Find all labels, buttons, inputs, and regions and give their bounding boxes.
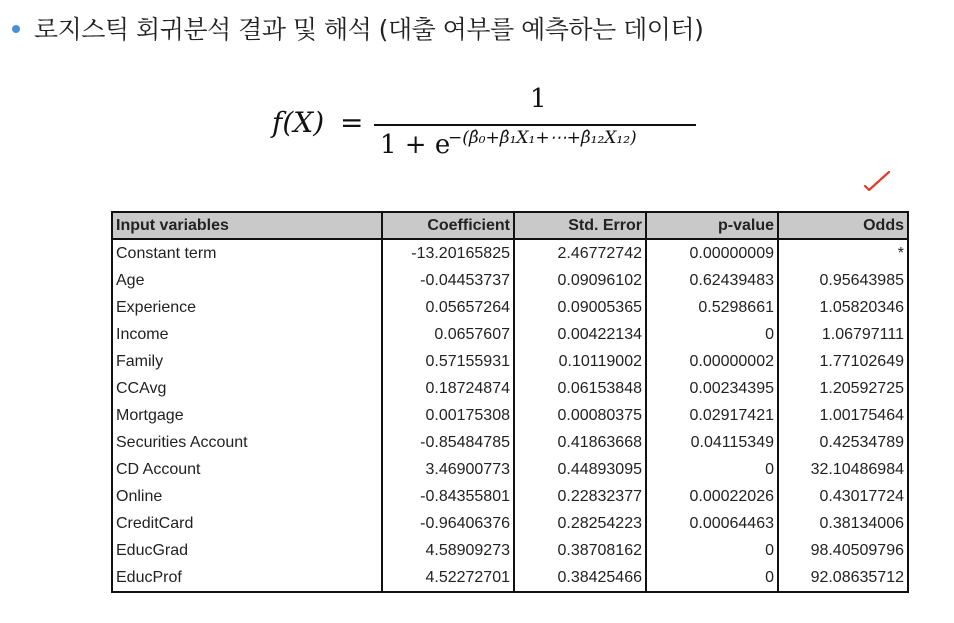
logistic-formula: [272, 84, 712, 164]
variable-cell: Family: [112, 348, 382, 375]
table-row: [112, 348, 908, 375]
coefficient-cell: -0.04453737: [382, 267, 514, 294]
p-value-cell: 0.00022026: [646, 483, 778, 510]
variable-cell: CCAvg: [112, 375, 382, 402]
coefficient-cell: 0.0657607: [382, 321, 514, 348]
coefficient-cell: -0.96406376: [382, 510, 514, 537]
p-value-cell: 0: [646, 564, 778, 592]
p-value-cell: 0: [646, 537, 778, 564]
fraction-bar: [374, 124, 696, 126]
table-row: [112, 483, 908, 510]
odds-cell: 1.06797111: [778, 321, 908, 348]
table-row: [112, 321, 908, 348]
std-error-cell: 0.06153848: [514, 375, 646, 402]
variable-cell: Online: [112, 483, 382, 510]
std-error-cell: 0.38425466: [514, 564, 646, 592]
check-mark-icon: [862, 168, 892, 194]
bullet-icon: [12, 25, 20, 33]
table-row: [112, 294, 908, 321]
coefficient-cell: -0.85484785: [382, 429, 514, 456]
coefficient-cell: 0.05657264: [382, 294, 514, 321]
std-error-cell: 0.00422134: [514, 321, 646, 348]
formula-equals: =: [340, 106, 364, 139]
p-value-cell: 0.04115349: [646, 429, 778, 456]
odds-cell: 1.20592725: [778, 375, 908, 402]
table-row: [112, 510, 908, 537]
table-row: [112, 429, 908, 456]
header-odds: Odds: [778, 212, 908, 239]
variable-cell: Constant term: [112, 239, 382, 267]
variable-cell: Mortgage: [112, 402, 382, 429]
std-error-cell: 0.00080375: [514, 402, 646, 429]
p-value-cell: 0: [646, 321, 778, 348]
table-row: [112, 239, 908, 267]
header-input-variables: Input variables: [112, 212, 382, 239]
coefficient-cell: -0.84355801: [382, 483, 514, 510]
variable-cell: Age: [112, 267, 382, 294]
p-value-cell: 0.00234395: [646, 375, 778, 402]
std-error-cell: 0.09096102: [514, 267, 646, 294]
variable-cell: CreditCard: [112, 510, 382, 537]
slide-title: 로지스틱 회귀분석 결과 및 해석 (대출 여부를 예측하는 데이터): [34, 15, 704, 44]
std-error-cell: 0.44893095: [514, 456, 646, 483]
odds-cell: 98.40509796: [778, 537, 908, 564]
std-error-cell: 0.41863668: [514, 429, 646, 456]
header-coefficient: Coefficient: [382, 212, 514, 239]
std-error-cell: 0.28254223: [514, 510, 646, 537]
odds-cell: 1.77102649: [778, 348, 908, 375]
table-row: [112, 456, 908, 483]
odds-cell: *: [778, 239, 908, 267]
p-value-cell: 0.00064463: [646, 510, 778, 537]
variable-cell: Experience: [112, 294, 382, 321]
table-row: [112, 267, 908, 294]
variable-cell: CD Account: [112, 456, 382, 483]
odds-cell: 0.42534789: [778, 429, 908, 456]
coefficient-cell: -13.20165825: [382, 239, 514, 267]
coefficient-cell: 0.18724874: [382, 375, 514, 402]
odds-cell: 0.95643985: [778, 267, 908, 294]
coefficient-cell: 4.58909273: [382, 537, 514, 564]
coefficient-cell: 0.57155931: [382, 348, 514, 375]
p-value-cell: 0.5298661: [646, 294, 778, 321]
coefficient-cell: 0.00175308: [382, 402, 514, 429]
odds-cell: 92.08635712: [778, 564, 908, 592]
p-value-cell: 0.00000002: [646, 348, 778, 375]
table-header-row: [112, 212, 908, 239]
table-row: [112, 402, 908, 429]
title-row: [12, 10, 703, 46]
p-value-cell: 0.62439483: [646, 267, 778, 294]
table-body: [112, 239, 908, 592]
std-error-cell: 2.46772742: [514, 239, 646, 267]
std-error-cell: 0.38708162: [514, 537, 646, 564]
std-error-cell: 0.22832377: [514, 483, 646, 510]
regression-results-table: [111, 211, 909, 593]
odds-cell: 0.43017724: [778, 483, 908, 510]
variable-cell: EducProf: [112, 564, 382, 592]
table-row: [112, 537, 908, 564]
table-row: [112, 375, 908, 402]
table-row: [112, 564, 908, 592]
coefficient-cell: 3.46900773: [382, 456, 514, 483]
variable-cell: Income: [112, 321, 382, 348]
std-error-cell: 0.09005365: [514, 294, 646, 321]
odds-cell: 1.00175464: [778, 402, 908, 429]
odds-cell: 1.05820346: [778, 294, 908, 321]
coefficient-cell: 4.52272701: [382, 564, 514, 592]
formula-numerator: 1: [530, 84, 547, 114]
odds-cell: 0.38134006: [778, 510, 908, 537]
formula-lhs: f(X): [272, 106, 325, 139]
formula-denominator: 1 + e: [380, 130, 451, 160]
std-error-cell: 0.10119002: [514, 348, 646, 375]
p-value-cell: 0.00000009: [646, 239, 778, 267]
variable-cell: EducGrad: [112, 537, 382, 564]
header-std-error: Std. Error: [514, 212, 646, 239]
p-value-cell: 0: [646, 456, 778, 483]
p-value-cell: 0.02917421: [646, 402, 778, 429]
formula-exponent: −(β̂₀+β̂₁X₁+⋯+β̂₁₂X₁₂): [448, 128, 637, 148]
header-p-value: p-value: [646, 212, 778, 239]
variable-cell: Securities Account: [112, 429, 382, 456]
odds-cell: 32.10486984: [778, 456, 908, 483]
